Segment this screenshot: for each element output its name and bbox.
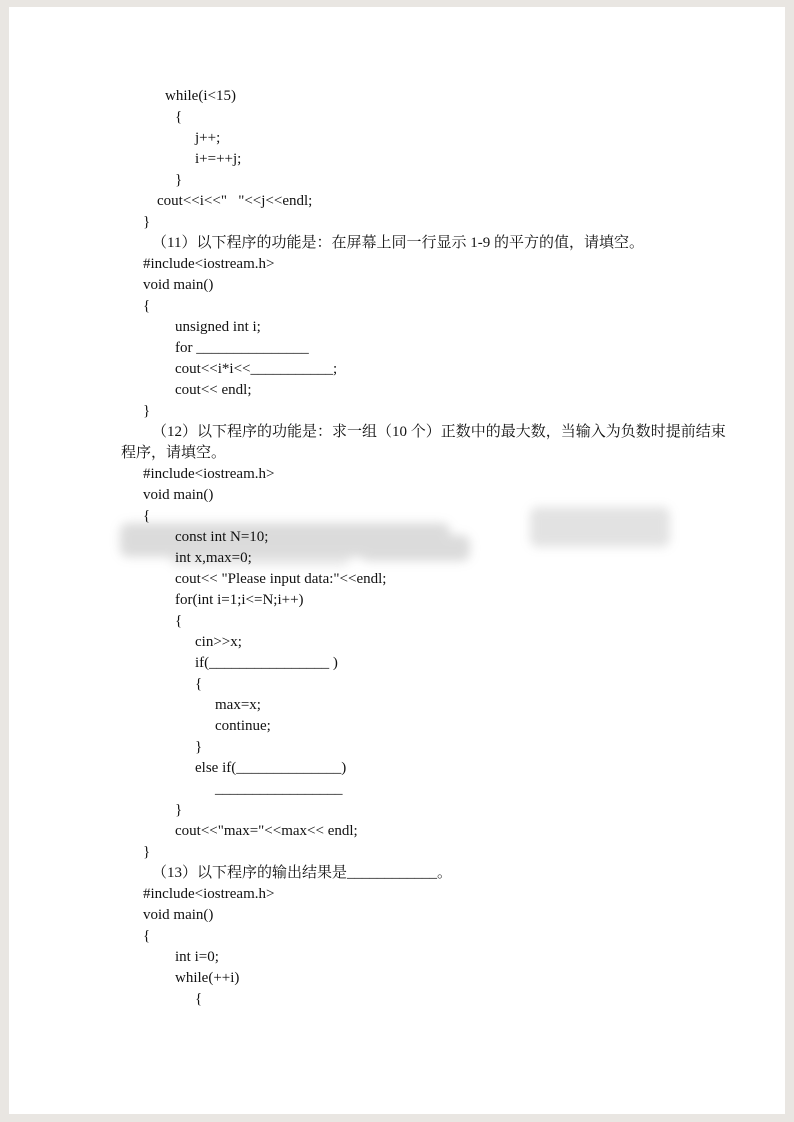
code-line: { [195, 991, 203, 1007]
code-line: void main() [143, 277, 214, 293]
code-line: { [195, 676, 203, 692]
code-line: cout<< "Please input data:"<<endl; [175, 571, 387, 587]
question-line: （12）以下程序的功能是：求一组（10 个）正数中的最大数，当输入为负数时提前结束 [152, 424, 726, 440]
code-line: void main() [143, 907, 214, 923]
code-line: } [143, 214, 151, 230]
code-line: max=x; [215, 697, 261, 713]
code-line: cout<< endl; [175, 382, 252, 398]
code-line: j++; [195, 130, 221, 146]
code-line: while(i<15) [165, 88, 236, 104]
code-line: cin>>x; [195, 634, 242, 650]
code-line: { [143, 298, 151, 314]
document-lines [121, 86, 739, 1010]
code-line: { [175, 109, 183, 125]
code-line: #include<iostream.h> [143, 466, 275, 482]
code-line: for(int i=1;i<=N;i++) [175, 592, 304, 608]
code-line: 程序，请填空。 [121, 445, 227, 461]
code-line: } [175, 802, 183, 818]
code-line: unsigned int i; [175, 319, 261, 335]
code-line: cout<<"max="<<max<< endl; [175, 823, 358, 839]
code-line: i+=++j; [195, 151, 242, 167]
code-line: const int N=10; [175, 529, 269, 545]
code-line: if(________________ ) [195, 655, 338, 671]
question-line: （13）以下程序的输出结果是____________。 [152, 865, 453, 881]
code-line: _________________ [215, 781, 343, 797]
code-line: #include<iostream.h> [143, 886, 275, 902]
code-line: { [143, 928, 151, 944]
code-line: void main() [143, 487, 214, 503]
code-line: #include<iostream.h> [143, 256, 275, 272]
code-line: for _______________ [175, 340, 309, 356]
code-line: { [143, 508, 151, 524]
code-line: } [195, 739, 203, 755]
code-line: } [175, 172, 183, 188]
code-line: } [143, 403, 151, 419]
code-line: int x,max=0; [175, 550, 252, 566]
code-line: while(++i) [175, 970, 240, 986]
code-line: else if(______________) [195, 760, 347, 776]
code-line: cout<<i<<" "<<j<<endl; [157, 193, 313, 209]
code-line: { [175, 613, 183, 629]
question-line: （11）以下程序的功能是：在屏幕上同一行显示 1-9 的平方的值，请填空。 [152, 235, 644, 251]
code-line: continue; [215, 718, 271, 734]
code-line: cout<<i*i<<___________; [175, 361, 338, 377]
code-line: } [143, 844, 151, 860]
code-line: int i=0; [175, 949, 219, 965]
